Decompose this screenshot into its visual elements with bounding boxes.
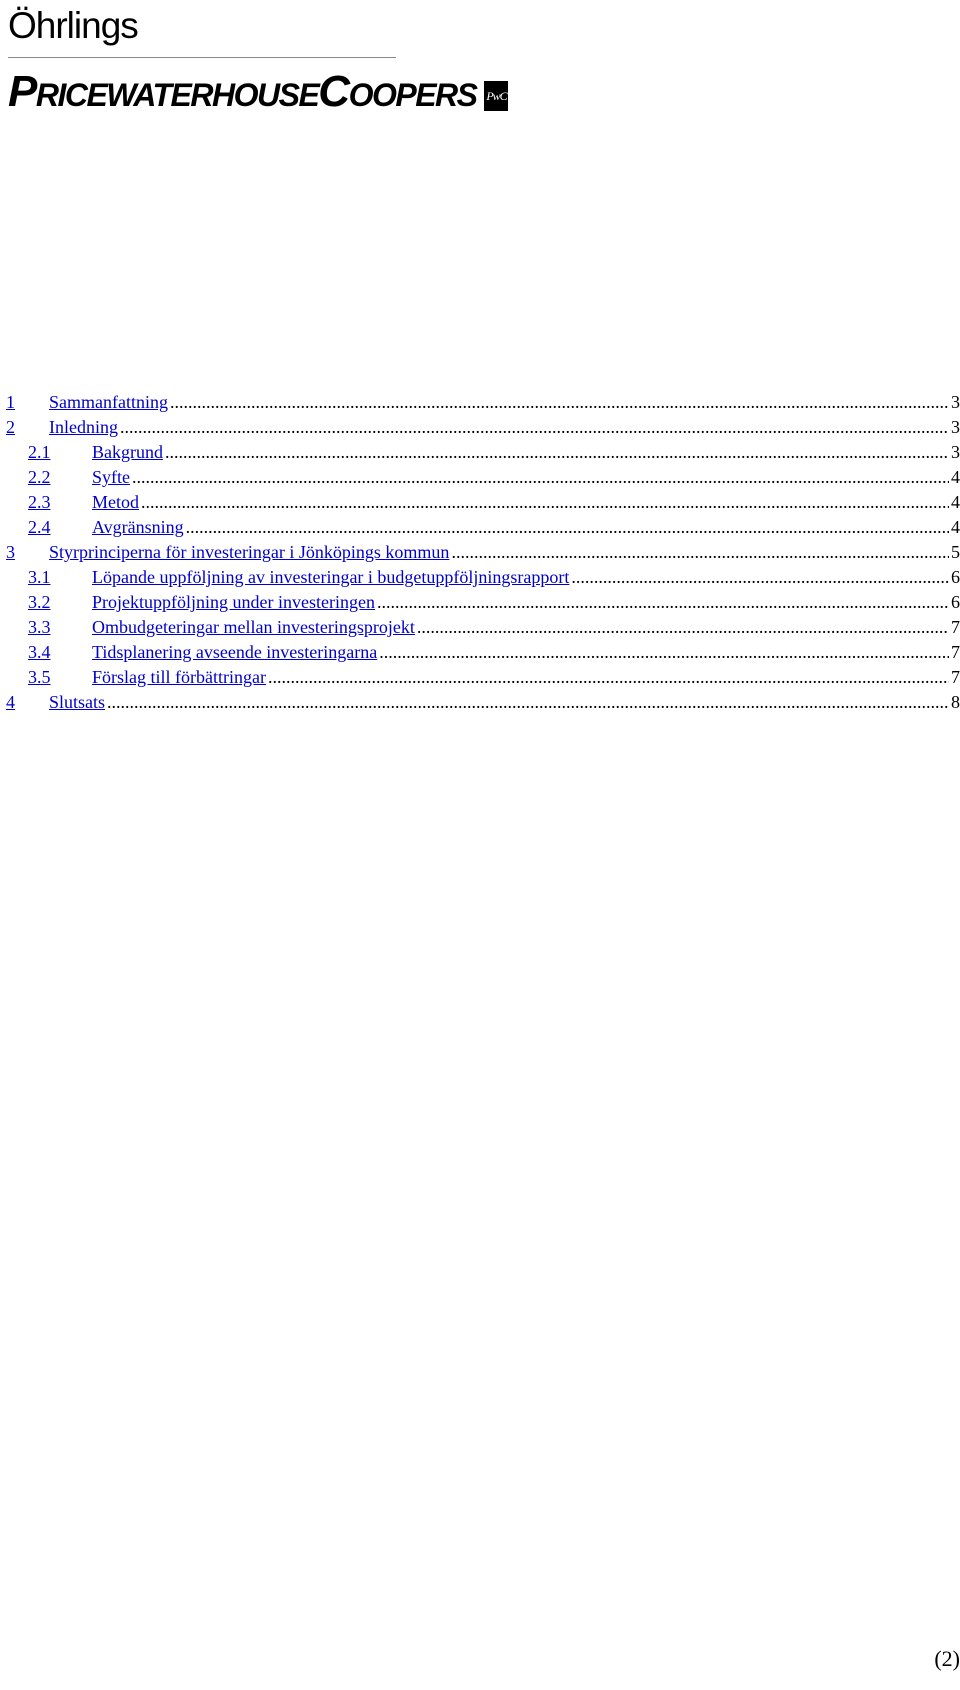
toc-entry-3-1[interactable]	[6, 565, 960, 590]
toc-leader-dots	[165, 440, 949, 465]
toc-entry-2-1[interactable]	[6, 440, 960, 465]
toc-title-link[interactable]: Ombudgeteringar mellan investeringsprojekt	[92, 617, 415, 637]
toc-leader-dots	[186, 515, 949, 540]
toc-leader-dots	[107, 690, 949, 715]
toc-entry-3-3[interactable]	[6, 615, 960, 640]
toc-number[interactable]: 3.3	[28, 617, 51, 637]
toc-leader-dots	[268, 665, 949, 690]
toc-number[interactable]: 2.2	[28, 467, 51, 487]
toc-entry-1[interactable]	[6, 390, 960, 415]
toc-entry-4[interactable]	[6, 690, 960, 715]
toc-leader-dots	[417, 615, 949, 640]
toc-page-number: 3	[951, 442, 960, 462]
toc-page-number: 5	[951, 542, 960, 562]
toc-page-number: 3	[951, 392, 960, 412]
toc-entry-3-5[interactable]	[6, 665, 960, 690]
toc-title-link[interactable]: Sammanfattning	[49, 392, 168, 412]
toc-title-link[interactable]: Slutsats	[49, 692, 106, 712]
toc-page-number: 4	[951, 467, 960, 487]
ohrlings-logo: Öhrlings	[8, 5, 138, 46]
toc-title-link[interactable]: Förslag till förbättringar	[92, 667, 266, 687]
toc-entry-3-4[interactable]	[6, 640, 960, 665]
toc-title-link[interactable]: Tidsplanering avseende investeringarna	[92, 642, 378, 662]
header-divider	[8, 57, 396, 58]
toc-number[interactable]: 3	[6, 542, 15, 562]
toc-title-link[interactable]: Styrprinciperna för investeringar i Jönköpings kommun	[49, 542, 450, 562]
toc-page-number: 7	[951, 667, 960, 687]
toc-entry-3[interactable]	[6, 540, 960, 565]
toc-entry-2[interactable]	[6, 415, 960, 440]
toc-page-number: 8	[951, 692, 960, 712]
pwc-wordmark: PRICEWATERHOUSECOOPERS	[8, 67, 477, 116]
toc-number[interactable]: 2.3	[28, 492, 51, 512]
toc-number[interactable]: 2.4	[28, 517, 51, 537]
table-of-contents	[6, 390, 960, 715]
pricewaterhousecoopers-logo	[8, 67, 508, 117]
toc-page-number: 7	[951, 642, 960, 662]
toc-page-number: 4	[951, 492, 960, 512]
document-header	[8, 5, 507, 116]
toc-page-number: 7	[951, 617, 960, 637]
page-number: (2)	[934, 1646, 960, 1671]
toc-title-link[interactable]: Avgränsning	[92, 517, 184, 537]
toc-leader-dots	[120, 415, 949, 440]
toc-page-number: 4	[951, 517, 960, 537]
toc-entry-2-4[interactable]	[6, 515, 960, 540]
toc-leader-dots	[571, 565, 949, 590]
toc-title-link[interactable]: Inledning	[49, 417, 118, 437]
toc-number[interactable]: 3.2	[28, 592, 51, 612]
pwc-seal-icon: PwC	[484, 81, 508, 111]
toc-number[interactable]: 2.1	[28, 442, 51, 462]
toc-title-link[interactable]: Syfte	[92, 467, 130, 487]
toc-page-number: 6	[951, 567, 960, 587]
toc-entry-2-3[interactable]	[6, 490, 960, 515]
toc-page-number: 3	[951, 417, 960, 437]
toc-number[interactable]: 4	[6, 692, 15, 712]
toc-number[interactable]: 2	[6, 417, 15, 437]
toc-leader-dots	[170, 390, 949, 415]
toc-number[interactable]: 3.4	[28, 642, 51, 662]
toc-leader-dots	[379, 640, 949, 665]
toc-title-link[interactable]: Bakgrund	[92, 442, 163, 462]
toc-leader-dots	[141, 490, 949, 515]
toc-leader-dots	[132, 465, 949, 490]
toc-number[interactable]: 1	[6, 392, 15, 412]
toc-entry-2-2[interactable]	[6, 465, 960, 490]
toc-page-number: 6	[951, 592, 960, 612]
toc-entry-3-2[interactable]	[6, 590, 960, 615]
toc-number[interactable]: 3.1	[28, 567, 51, 587]
toc-title-link[interactable]: Projektuppföljning under investeringen	[92, 592, 375, 612]
toc-leader-dots	[377, 590, 949, 615]
toc-number[interactable]: 3.5	[28, 667, 51, 687]
toc-title-link[interactable]: Metod	[92, 492, 139, 512]
toc-title-link[interactable]: Löpande uppföljning av investeringar i budgetuppföljningsrapport	[92, 567, 570, 587]
toc-leader-dots	[451, 540, 949, 565]
